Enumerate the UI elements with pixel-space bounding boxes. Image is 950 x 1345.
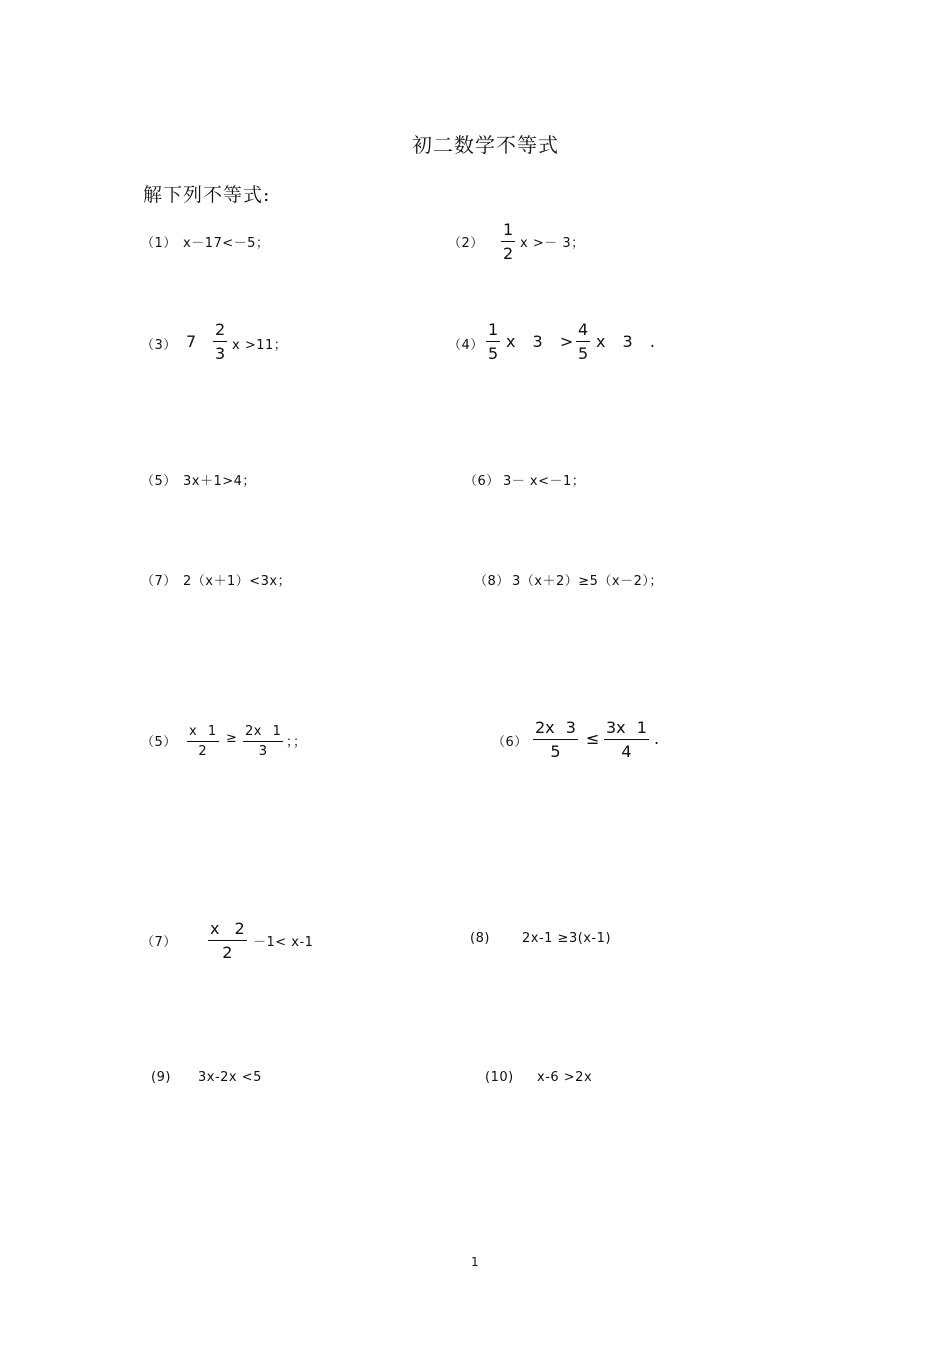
problem-expression-tail: －1< x-1 [253, 935, 314, 950]
problem-expression-lead: 7 [186, 332, 197, 351]
fraction-numerator: 1 [501, 220, 515, 242]
fraction-numerator: 1 [486, 320, 500, 342]
problem-label: （3） [141, 338, 177, 353]
problem-label: (10) [485, 1070, 514, 1085]
instruction-heading: 解下列不等式: [143, 184, 271, 206]
relation-symbol: ≤ [586, 729, 600, 748]
fraction-denominator: 2 [222, 943, 233, 962]
problem-expression: 3x＋1>4； [183, 474, 256, 489]
fraction-numerator: 3x 1 [604, 718, 649, 740]
problem-label: （7） [141, 935, 177, 950]
fraction-numerator: 4 [576, 320, 590, 342]
problem-expression-tail: . [654, 729, 660, 748]
problem-expression: 3（x＋2）≥5（x－2）； [512, 574, 663, 589]
fraction-denominator: 4 [621, 742, 632, 761]
problem-expression: 2x-1 ≥3(x-1) [522, 931, 612, 946]
problem-label: （5） [141, 474, 177, 489]
fraction-numerator: 2x 3 [533, 718, 578, 740]
page-number: 1 [471, 1255, 479, 1269]
fraction [208, 919, 247, 962]
problem-expression: 2（x＋1）<3x； [183, 574, 292, 589]
problem-expression: x-6 >2x [537, 1070, 593, 1085]
fraction-denominator: 3 [215, 344, 226, 363]
problem-expression-tail: ；； [286, 735, 307, 750]
problem-label: (9) [151, 1070, 171, 1085]
problem-expression: x－17<－5； [183, 236, 270, 251]
problem-label: （8） [474, 574, 510, 589]
fraction [604, 718, 649, 761]
problem-label: （6） [464, 474, 500, 489]
problem-expression-tail: x 3 . [596, 332, 655, 351]
fraction [187, 724, 219, 759]
relation-symbol: ≥ [226, 731, 238, 746]
fraction-denominator: 3 [258, 744, 268, 759]
fraction [486, 320, 500, 363]
problem-expression-tail: x >11； [232, 338, 288, 353]
problem-expression: 3－ x<－1； [503, 474, 586, 489]
fraction-denominator: 2 [198, 744, 208, 759]
problem-label: (8) [470, 931, 490, 946]
problem-label: （2） [448, 236, 484, 251]
problem-label: （1） [141, 236, 177, 251]
fraction [533, 718, 578, 761]
fraction [501, 220, 515, 263]
problem-expression: 3x-2x <5 [198, 1070, 262, 1085]
problem-label: （5） [141, 735, 177, 750]
fraction-denominator: 5 [578, 344, 589, 363]
fraction-numerator: x 2 [208, 919, 247, 941]
fraction-numerator: 2x 1 [243, 724, 283, 742]
problem-label: （4） [448, 338, 484, 353]
fraction-denominator: 5 [550, 742, 561, 761]
fraction-numerator: 2 [213, 320, 227, 342]
problem-expression-tail: x >－ 3； [520, 236, 585, 251]
fraction [213, 320, 227, 363]
fraction [243, 724, 283, 759]
fraction-numerator: x 1 [187, 724, 219, 742]
fraction-denominator: 2 [503, 244, 514, 263]
fraction-denominator: 5 [488, 344, 499, 363]
problem-expression-mid: x 3 > [506, 332, 574, 351]
page-title: 初二数学不等式 [412, 133, 559, 157]
fraction [576, 320, 590, 363]
problem-label: （7） [141, 574, 177, 589]
problem-label: （6） [492, 735, 528, 750]
